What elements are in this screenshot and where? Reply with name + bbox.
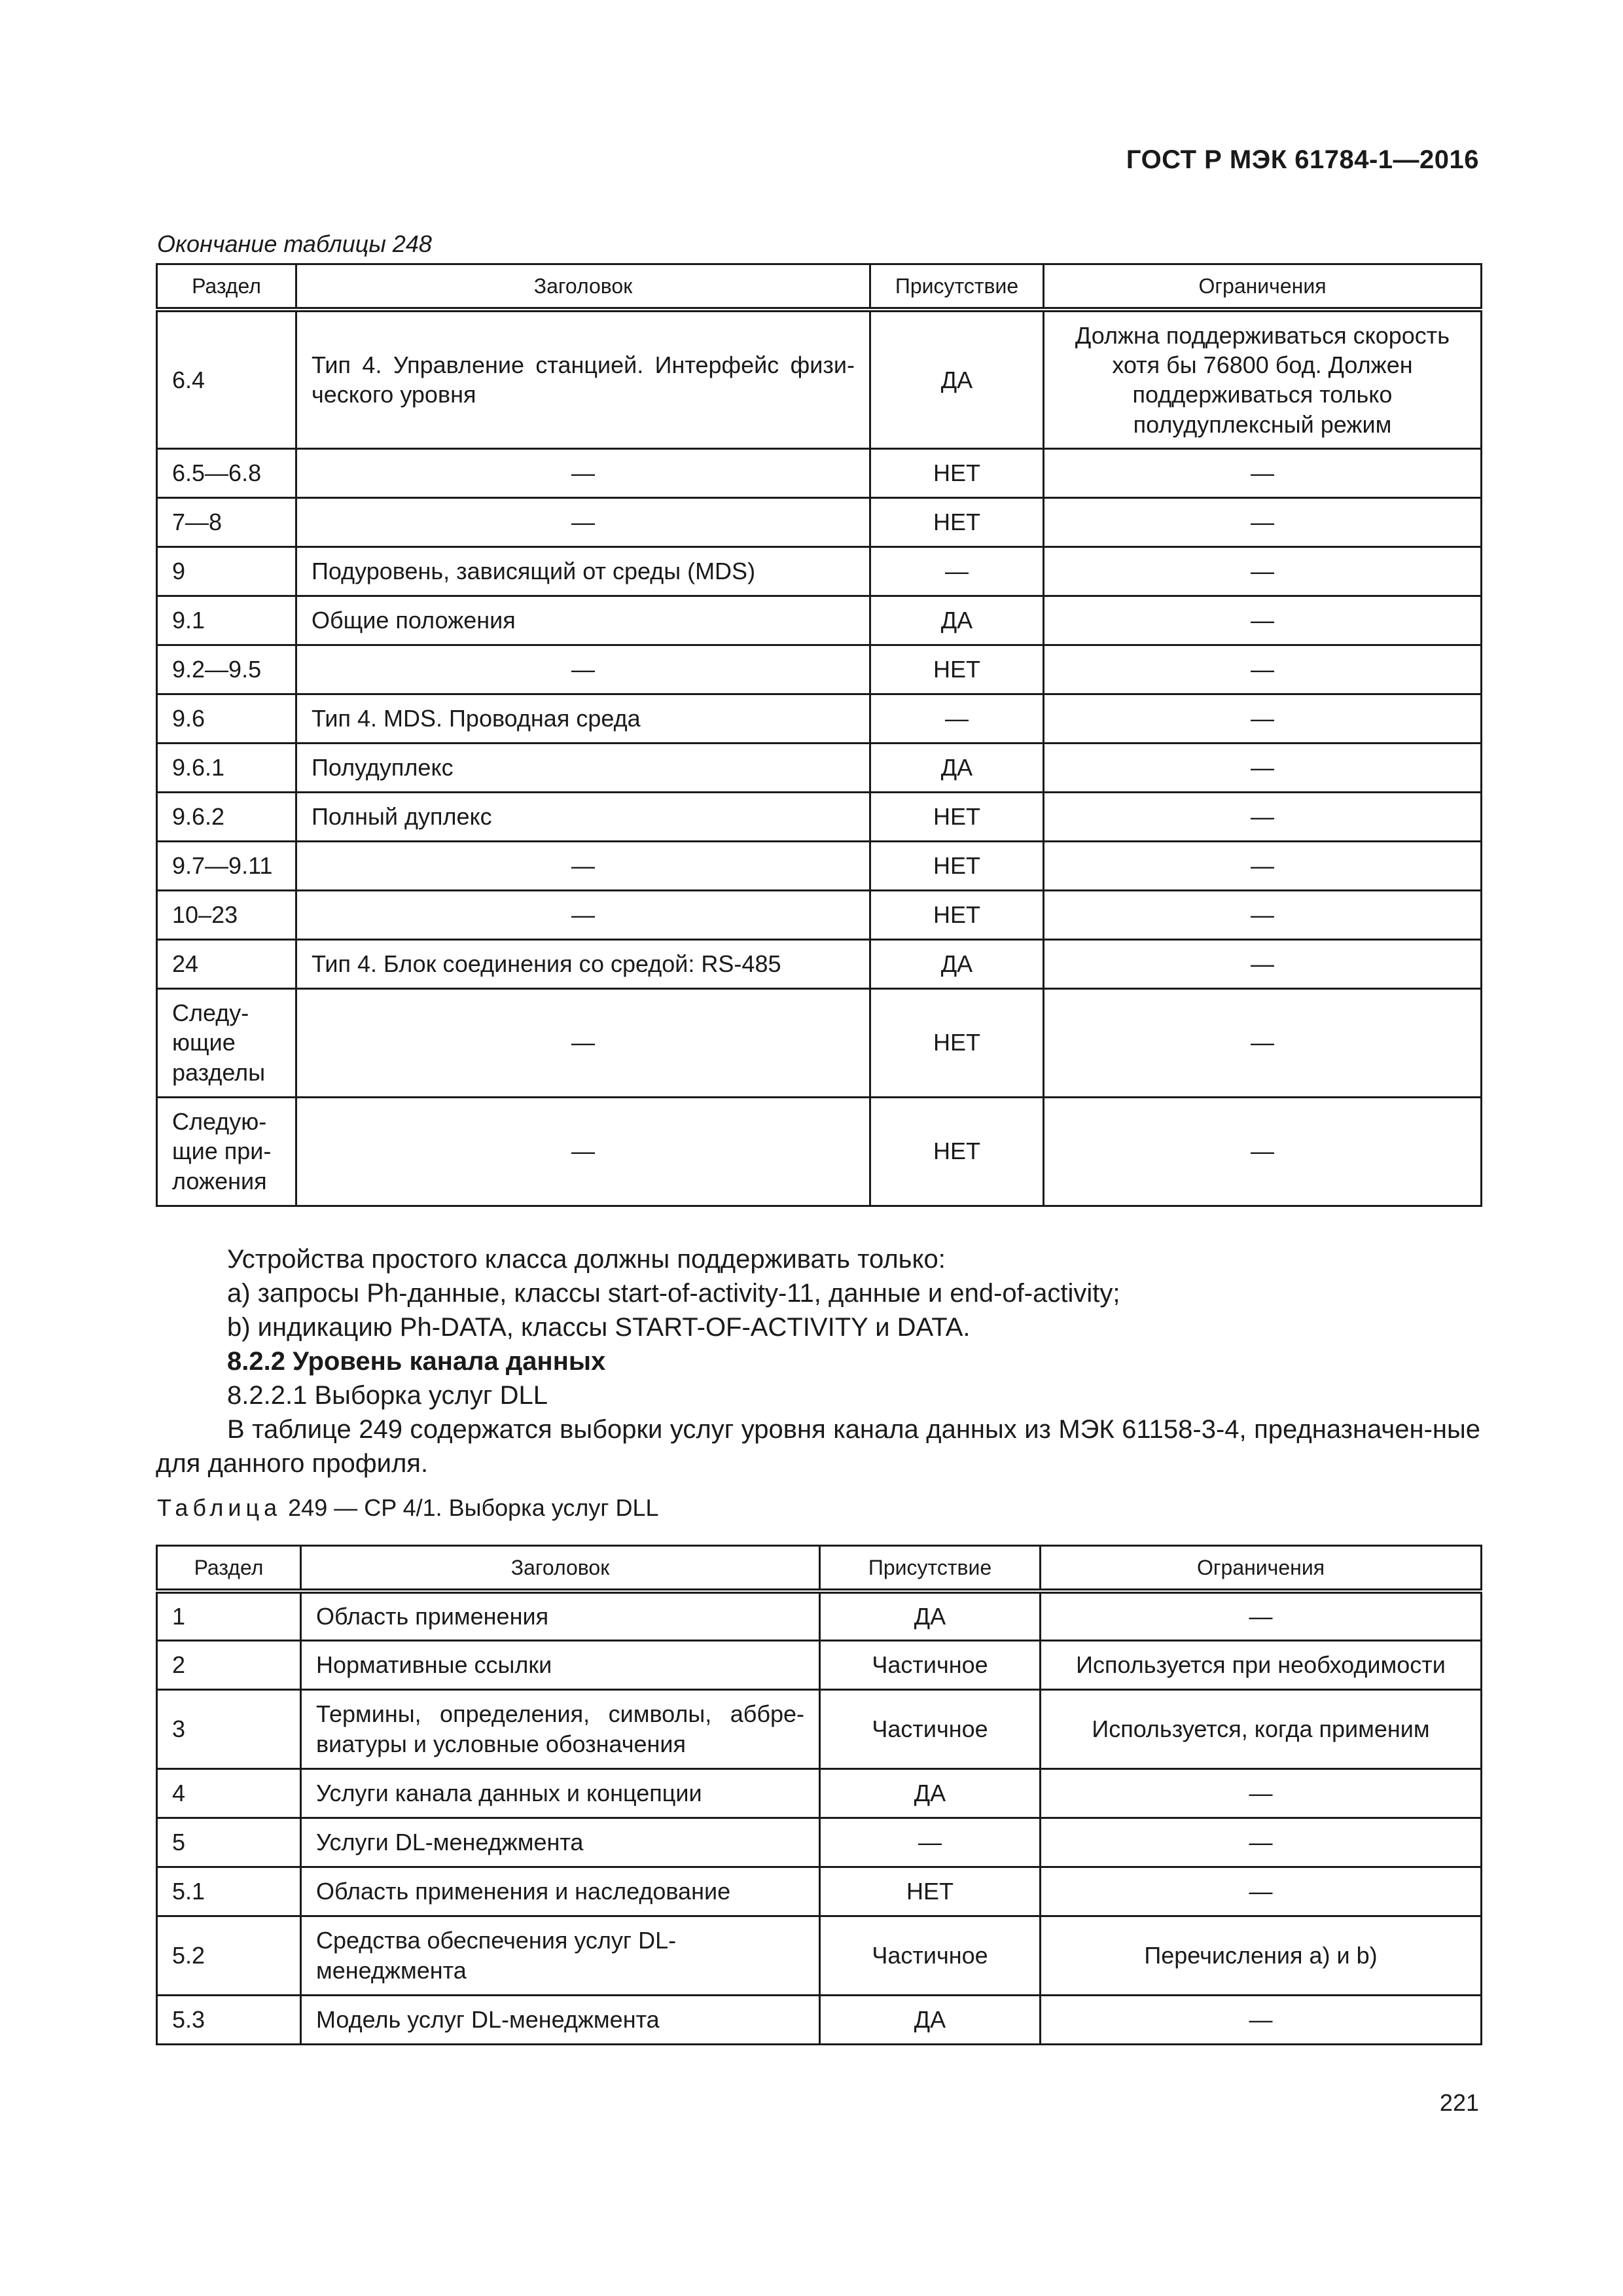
cell-restrictions: — bbox=[1044, 939, 1482, 988]
cell-restrictions: — bbox=[1041, 1768, 1482, 1818]
table-row bbox=[157, 841, 1482, 890]
table-row bbox=[157, 645, 1482, 694]
cell-presence: ДА bbox=[870, 310, 1044, 448]
table-row bbox=[157, 1768, 1482, 1818]
table-row bbox=[157, 890, 1482, 939]
cell-title: Область применения bbox=[301, 1591, 820, 1640]
cell-title: Услуги канала данных и концепции bbox=[301, 1768, 820, 1818]
cell-restrictions: — bbox=[1044, 645, 1482, 694]
cell-presence: ДА bbox=[870, 596, 1044, 645]
cell-section: 9.2—9.5 bbox=[157, 645, 296, 694]
cell-title: — bbox=[296, 448, 870, 497]
cell-restrictions: — bbox=[1044, 547, 1482, 596]
cell-presence: НЕТ bbox=[870, 497, 1044, 547]
table-row bbox=[157, 792, 1482, 841]
table-row bbox=[157, 497, 1482, 547]
cell-section: 7—8 bbox=[157, 497, 296, 547]
table-header-row bbox=[157, 1546, 1482, 1592]
cell-restrictions: — bbox=[1041, 1818, 1482, 1867]
cell-title: — bbox=[296, 1097, 870, 1206]
list-item-a: a) запросы Ph-данные, классы start-of-activity-11, данные и end-of-activity; bbox=[227, 1279, 1120, 1308]
cell-presence: — bbox=[870, 547, 1044, 596]
body-text bbox=[156, 1242, 1480, 1480]
cell-presence: НЕТ bbox=[820, 1867, 1041, 1916]
column-header-section: Раздел bbox=[157, 1546, 301, 1592]
cell-title: Модель услуг DL-менеджмента bbox=[301, 1995, 820, 2044]
cell-title: Тип 4. Управление станцией. Интерфейс физи-ческого уровня bbox=[296, 310, 870, 448]
cell-restrictions: — bbox=[1044, 988, 1482, 1097]
table-header-row bbox=[157, 264, 1482, 310]
cell-title: — bbox=[296, 988, 870, 1097]
cell-restrictions: — bbox=[1044, 497, 1482, 547]
column-header-restrictions: Ограничения bbox=[1044, 264, 1482, 310]
table-row bbox=[157, 1689, 1482, 1768]
cell-title: — bbox=[296, 890, 870, 939]
cell-presence: ДА bbox=[870, 939, 1044, 988]
cell-title: Общие положения bbox=[296, 596, 870, 645]
column-header-restrictions: Ограничения bbox=[1041, 1546, 1482, 1592]
column-header-presence: Присутствие bbox=[820, 1546, 1041, 1592]
cell-restrictions: — bbox=[1044, 596, 1482, 645]
cell-section: 5 bbox=[157, 1818, 301, 1867]
column-header-presence: Присутствие bbox=[870, 264, 1044, 310]
table-248-continuation-caption: Окончание таблицы 248 bbox=[157, 230, 432, 257]
cell-title: Средства обеспечения услуг DL-менеджмента bbox=[301, 1916, 820, 1995]
subsection-heading: 8.2.2.1 Выборка услуг DLL bbox=[227, 1381, 548, 1410]
table-row bbox=[157, 694, 1482, 743]
cell-section: 9.6.2 bbox=[157, 792, 296, 841]
cell-section: 3 bbox=[157, 1689, 301, 1768]
cell-title: Полный дуплекс bbox=[296, 792, 870, 841]
table-249-caption bbox=[157, 1494, 659, 1522]
cell-title: Тип 4. MDS. Проводная среда bbox=[296, 694, 870, 743]
cell-title: Полудуплекс bbox=[296, 743, 870, 792]
cell-title: — bbox=[296, 497, 870, 547]
cell-section: 4 bbox=[157, 1768, 301, 1818]
cell-presence: ДА bbox=[870, 743, 1044, 792]
cell-restrictions: Перечисления a) и b) bbox=[1041, 1916, 1482, 1995]
cell-title: — bbox=[296, 645, 870, 694]
cell-presence: — bbox=[820, 1818, 1041, 1867]
paragraph-table-249-intro: В таблице 249 содержатся выборки услуг уровня канала данных из МЭК 61158-3-4, предназначен-ные для данного профиля. bbox=[156, 1415, 1480, 1478]
cell-restrictions: — bbox=[1044, 743, 1482, 792]
caption-prefix: Таблица bbox=[157, 1494, 282, 1521]
table-row bbox=[157, 1097, 1482, 1206]
cell-title: — bbox=[296, 841, 870, 890]
cell-section: 6.4 bbox=[157, 310, 296, 448]
cell-section: 5.2 bbox=[157, 1916, 301, 1995]
table-row bbox=[157, 1916, 1482, 1995]
cell-restrictions: — bbox=[1041, 1591, 1482, 1640]
page-number: 221 bbox=[1439, 2089, 1479, 2116]
table-row bbox=[157, 547, 1482, 596]
cell-section: 1 bbox=[157, 1591, 301, 1640]
cell-presence: ДА bbox=[820, 1768, 1041, 1818]
cell-section: 10–23 bbox=[157, 890, 296, 939]
cell-presence: Частичное bbox=[820, 1689, 1041, 1768]
cell-restrictions: Используется при необходимости bbox=[1041, 1640, 1482, 1689]
cell-restrictions: Должна поддерживаться скорость хотя бы 76800 бод. Должен поддерживаться только полудуплексный режим bbox=[1044, 310, 1482, 448]
table-row bbox=[157, 310, 1482, 448]
cell-presence: ДА bbox=[820, 1591, 1041, 1640]
table-row bbox=[157, 1818, 1482, 1867]
cell-section: 9 bbox=[157, 547, 296, 596]
cell-section: Следую-щие при-ложения bbox=[157, 1097, 296, 1206]
cell-section: 2 bbox=[157, 1640, 301, 1689]
cell-presence: ДА bbox=[820, 1995, 1041, 2044]
cell-section: 5.3 bbox=[157, 1995, 301, 2044]
cell-restrictions: — bbox=[1044, 448, 1482, 497]
table-row bbox=[157, 1995, 1482, 2044]
cell-restrictions: — bbox=[1044, 792, 1482, 841]
table-row bbox=[157, 1640, 1482, 1689]
cell-restrictions: Используется, когда применим bbox=[1041, 1689, 1482, 1768]
cell-presence: НЕТ bbox=[870, 792, 1044, 841]
cell-presence: Частичное bbox=[820, 1640, 1041, 1689]
cell-section: 9.6 bbox=[157, 694, 296, 743]
table-249 bbox=[156, 1545, 1482, 2045]
table-row bbox=[157, 448, 1482, 497]
table-248 bbox=[156, 263, 1482, 1207]
cell-restrictions: — bbox=[1041, 1867, 1482, 1916]
cell-presence: НЕТ bbox=[870, 988, 1044, 1097]
cell-presence: НЕТ bbox=[870, 645, 1044, 694]
cell-restrictions: — bbox=[1044, 694, 1482, 743]
cell-title: Нормативные ссылки bbox=[301, 1640, 820, 1689]
table-row bbox=[157, 743, 1482, 792]
cell-section: 24 bbox=[157, 939, 296, 988]
cell-title: Тип 4. Блок соединения со средой: RS-485 bbox=[296, 939, 870, 988]
cell-presence: Частичное bbox=[820, 1916, 1041, 1995]
cell-title: Область применения и наследование bbox=[301, 1867, 820, 1916]
cell-presence: НЕТ bbox=[870, 448, 1044, 497]
cell-section: 6.5—6.8 bbox=[157, 448, 296, 497]
cell-section: 9.6.1 bbox=[157, 743, 296, 792]
section-heading: 8.2.2 Уровень канала данных bbox=[227, 1347, 606, 1376]
cell-presence: — bbox=[870, 694, 1044, 743]
caption-text: 249 — CP 4/1. Выборка услуг DLL bbox=[281, 1494, 659, 1521]
column-header-title: Заголовок bbox=[301, 1546, 820, 1592]
cell-section: 5.1 bbox=[157, 1867, 301, 1916]
table-row bbox=[157, 1591, 1482, 1640]
cell-restrictions: — bbox=[1044, 890, 1482, 939]
cell-restrictions: — bbox=[1044, 1097, 1482, 1206]
cell-restrictions: — bbox=[1041, 1995, 1482, 2044]
table-row bbox=[157, 939, 1482, 988]
cell-title: Подуровень, зависящий от среды (MDS) bbox=[296, 547, 870, 596]
cell-section: 9.1 bbox=[157, 596, 296, 645]
table-row bbox=[157, 988, 1482, 1097]
cell-title: Услуги DL-менеджмента bbox=[301, 1818, 820, 1867]
column-header-section: Раздел bbox=[157, 264, 296, 310]
column-header-title: Заголовок bbox=[296, 264, 870, 310]
cell-presence: НЕТ bbox=[870, 841, 1044, 890]
cell-restrictions: — bbox=[1044, 841, 1482, 890]
document-code: ГОСТ Р МЭК 61784-1—2016 bbox=[1126, 145, 1479, 174]
table-row bbox=[157, 596, 1482, 645]
table-row bbox=[157, 1867, 1482, 1916]
cell-title: Термины, определения, символы, аббре-виатуры и условные обозначения bbox=[301, 1689, 820, 1768]
list-item-b: b) индикацию Ph-DATA, классы START-OF-ACTIVITY и DATA. bbox=[227, 1313, 971, 1342]
cell-presence: НЕТ bbox=[870, 1097, 1044, 1206]
cell-section: Следу-ющие разделы bbox=[157, 988, 296, 1097]
cell-presence: НЕТ bbox=[870, 890, 1044, 939]
paragraph-simple-class: Устройства простого класса должны поддерживать только: bbox=[227, 1245, 946, 1274]
cell-section: 9.7—9.11 bbox=[157, 841, 296, 890]
